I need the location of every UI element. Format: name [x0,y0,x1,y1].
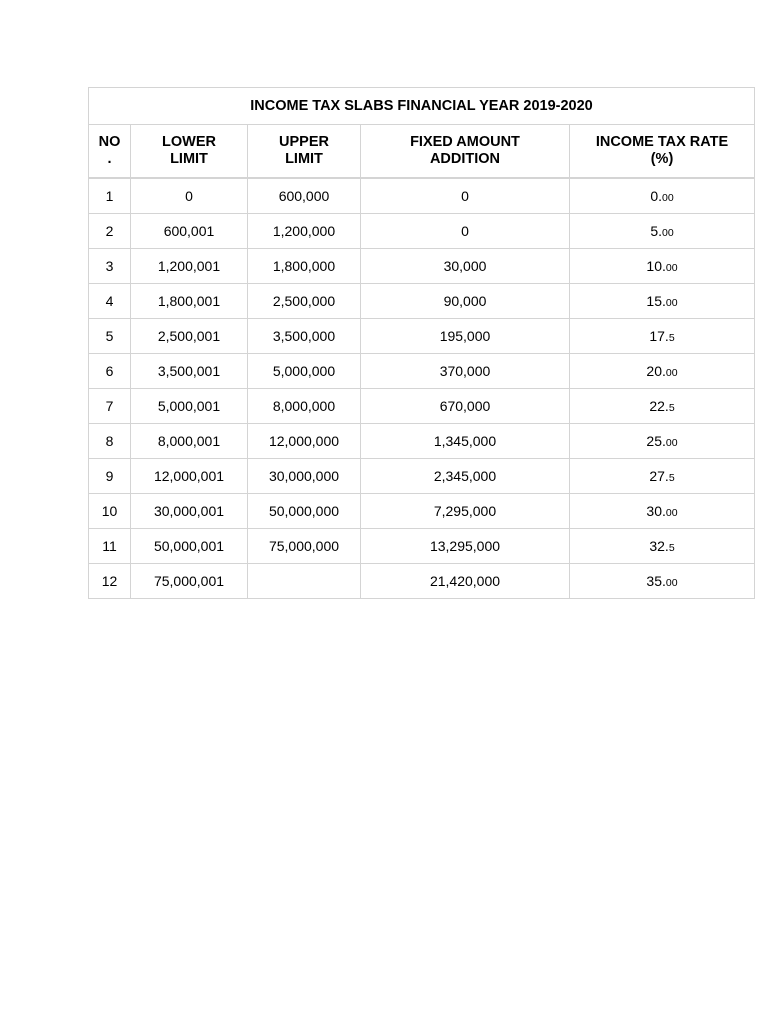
cell-upper-limit: 3,500,000 [248,319,361,354]
header-fixed-amount [361,125,570,179]
rate-integer: 32. [649,538,669,554]
rate-decimal: 00 [665,507,678,519]
cell-upper-limit: 8,000,000 [248,389,361,424]
cell-no: 10 [89,494,131,529]
rate-decimal: 00 [665,577,678,589]
cell-fixed-amount: 30,000 [361,249,570,284]
cell-fixed-amount: 370,000 [361,354,570,389]
income-tax-slabs-table [88,87,755,599]
table-row [89,494,755,529]
rate-integer: 35. [646,573,666,589]
header-rate-line1: INCOME TAX RATE [595,134,729,150]
cell-lower-limit: 5,000,001 [131,389,248,424]
table-body [89,178,755,599]
cell-upper-limit: 1,800,000 [248,249,361,284]
cell-no: 12 [89,564,131,599]
cell-tax-rate [570,459,755,494]
header-rate-line2: (%) [650,151,674,167]
cell-lower-limit: 3,500,001 [131,354,248,389]
rate-decimal: 00 [665,262,678,274]
cell-upper-limit: 75,000,000 [248,529,361,564]
header-no [89,125,131,179]
cell-lower-limit: 1,200,001 [131,249,248,284]
rate-decimal: 5 [668,402,675,414]
cell-upper-limit: 2,500,000 [248,284,361,319]
rate-integer: 17. [649,328,669,344]
rate-integer: 25. [646,433,666,449]
cell-lower-limit: 12,000,001 [131,459,248,494]
cell-fixed-amount: 195,000 [361,319,570,354]
cell-lower-limit: 2,500,001 [131,319,248,354]
header-lower-limit [131,125,248,179]
cell-fixed-amount: 7,295,000 [361,494,570,529]
cell-fixed-amount: 21,420,000 [361,564,570,599]
cell-lower-limit: 50,000,001 [131,529,248,564]
cell-no: 2 [89,214,131,249]
cell-fixed-amount: 13,295,000 [361,529,570,564]
table-header-row [89,125,755,179]
rate-decimal: 00 [662,192,674,204]
cell-lower-limit: 8,000,001 [131,424,248,459]
table-row [89,214,755,249]
rate-decimal: 00 [662,227,674,239]
cell-lower-limit: 0 [131,178,248,214]
cell-tax-rate [570,494,755,529]
cell-fixed-amount: 670,000 [361,389,570,424]
cell-lower-limit: 30,000,001 [131,494,248,529]
cell-upper-limit: 5,000,000 [248,354,361,389]
header-upper-line1: UPPER [279,134,329,150]
cell-lower-limit: 600,001 [131,214,248,249]
rate-integer: 27. [649,468,669,484]
cell-upper-limit: 50,000,000 [248,494,361,529]
rate-decimal: 00 [665,437,678,449]
table-row [89,389,755,424]
cell-upper-limit [248,564,361,599]
rate-integer: 30. [646,503,666,519]
cell-tax-rate [570,389,755,424]
cell-fixed-amount: 0 [361,178,570,214]
rate-integer: 20. [646,363,666,379]
cell-upper-limit: 12,000,000 [248,424,361,459]
cell-no: 8 [89,424,131,459]
table-row [89,178,755,214]
header-upper-line2: LIMIT [285,151,323,167]
header-lower-line2: LIMIT [170,151,208,167]
cell-upper-limit: 600,000 [248,178,361,214]
table-row [89,319,755,354]
header-lower-line1: LOWER [162,134,216,150]
cell-tax-rate [570,284,755,319]
table-row [89,249,755,284]
cell-upper-limit: 1,200,000 [248,214,361,249]
cell-lower-limit: 1,800,001 [131,284,248,319]
cell-tax-rate [570,354,755,389]
table-title-row [89,88,755,125]
rate-integer: 22. [649,398,669,414]
table-row [89,354,755,389]
rate-decimal: 5 [668,332,675,344]
cell-no: 11 [89,529,131,564]
table-row [89,459,755,494]
cell-fixed-amount: 2,345,000 [361,459,570,494]
rate-integer: 15. [646,293,666,309]
table-title: INCOME TAX SLABS FINANCIAL YEAR 2019-2020 [89,88,755,125]
rate-integer: 10. [646,258,666,274]
cell-fixed-amount: 0 [361,214,570,249]
header-no-line2: . [107,151,112,167]
cell-no: 9 [89,459,131,494]
rate-integer: 5. [650,223,662,239]
header-tax-rate [570,125,755,179]
cell-tax-rate [570,424,755,459]
cell-upper-limit: 30,000,000 [248,459,361,494]
table-row [89,284,755,319]
cell-tax-rate [570,319,755,354]
cell-tax-rate [570,214,755,249]
cell-no: 4 [89,284,131,319]
cell-no: 7 [89,389,131,424]
cell-no: 3 [89,249,131,284]
table-row [89,529,755,564]
header-fixed-line2: ADDITION [429,151,501,167]
cell-tax-rate [570,249,755,284]
rate-decimal: 00 [665,297,678,309]
rate-decimal: 00 [665,367,678,379]
header-upper-limit [248,125,361,179]
cell-no: 6 [89,354,131,389]
table-row [89,564,755,599]
header-no-line1: NO [98,134,121,150]
cell-no: 1 [89,178,131,214]
rate-decimal: 5 [668,472,675,484]
cell-tax-rate [570,564,755,599]
table-row [89,424,755,459]
cell-tax-rate [570,178,755,214]
header-fixed-line1: FIXED AMOUNT [410,134,520,150]
cell-fixed-amount: 1,345,000 [361,424,570,459]
cell-tax-rate [570,529,755,564]
rate-decimal: 5 [668,542,675,554]
cell-no: 5 [89,319,131,354]
cell-fixed-amount: 90,000 [361,284,570,319]
rate-integer: 0. [650,188,662,204]
cell-lower-limit: 75,000,001 [131,564,248,599]
